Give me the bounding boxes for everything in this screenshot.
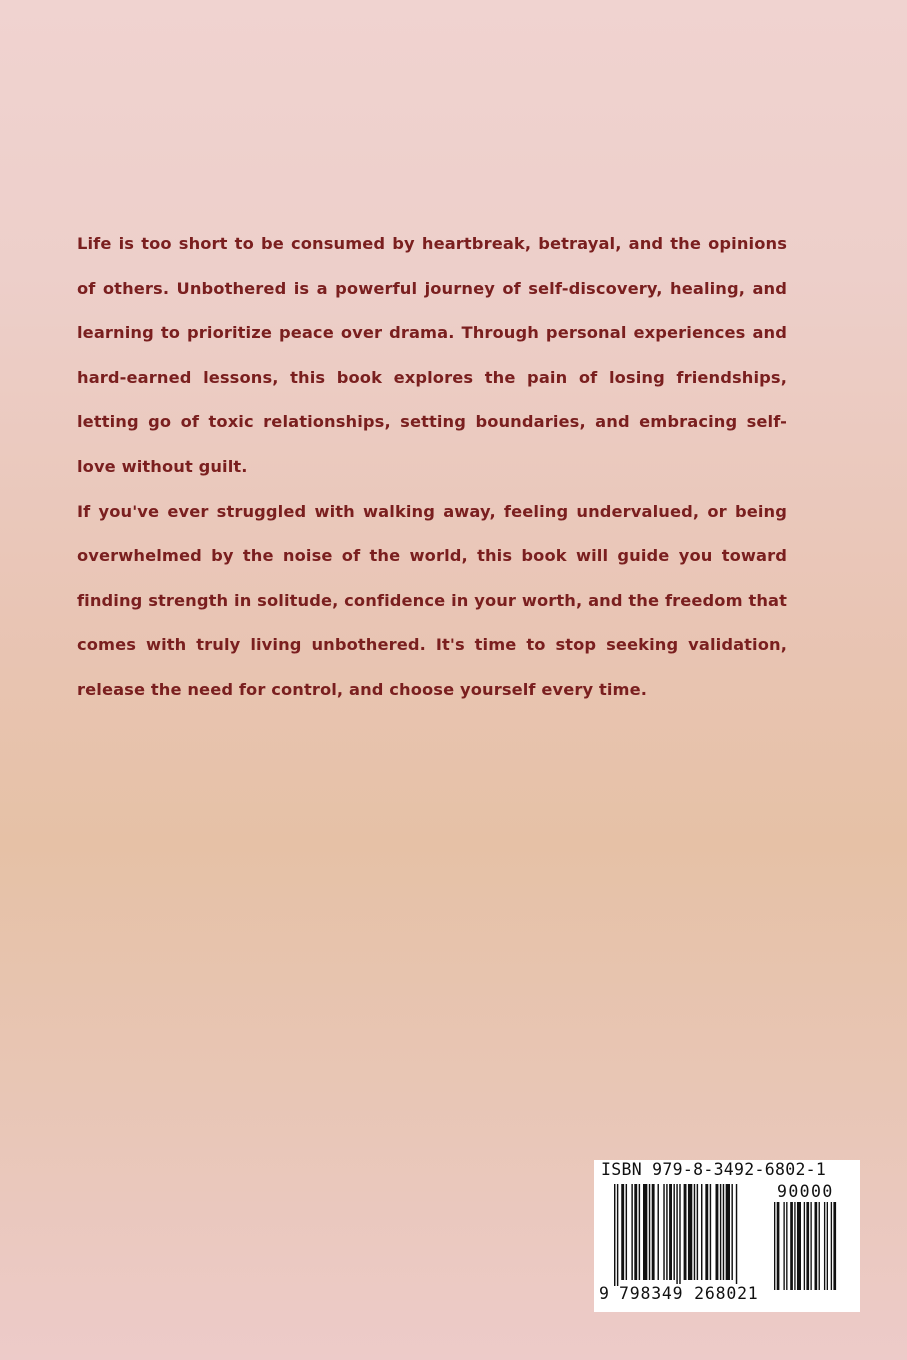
addon-bar [804,1202,805,1290]
addon-bar [819,1202,820,1290]
addon-bar [827,1202,828,1290]
barcode-bar [634,1184,637,1280]
barcode-bar [639,1184,640,1280]
addon-bar [774,1202,775,1290]
barcode-bar [701,1184,702,1280]
barcode-bar [710,1184,711,1280]
barcode-bar [694,1184,695,1280]
addon-bar [786,1202,787,1290]
barcode-bar [666,1184,667,1280]
barcode-bar [652,1184,655,1280]
barcode-bar [684,1184,687,1280]
addon-bar [824,1202,825,1290]
barcode-bar [736,1184,737,1286]
addon-bar [797,1202,801,1290]
barcode-bar [731,1184,732,1280]
isbn-barcode [594,1160,860,1312]
barcode-bar [631,1184,632,1280]
barcode-bar [720,1184,721,1280]
addon-bar [790,1202,793,1290]
barcode-bar [673,1184,674,1280]
barcode-bar [716,1184,719,1280]
barcode-lead-digit: 9 [599,1284,609,1303]
barcode-bar [676,1184,677,1286]
barcode-bar [626,1184,627,1280]
barcode-bar [617,1184,618,1286]
barcode-bar [697,1184,698,1280]
addon-bar [831,1202,832,1290]
addon-bar [783,1202,784,1290]
blurb-paragraph-1: Life is too short to be consumed by heartbreak, betrayal, and the opinions of others. Unbothered is a powerful journey of self-discovery, healing, and learning to prioritize peace over drama. Through personal experiences and hard-earned lessons, this book explores the pain of losing friendships, letting go of toxic relationships, setting boundaries, and embracing self-love without guilt. [77,234,787,476]
barcode-bar [621,1184,624,1280]
back-cover-blurb [77,222,787,713]
barcode-bar [658,1184,659,1280]
barcode-bar [649,1184,650,1280]
blurb-paragraph-2: If you've ever struggled with walking away, feeling undervalued, or being overwhelmed by the noise of the world, this book will guide you toward finding strength in solitude, confidence in your worth, and the freedom that comes with truly living unbothered. It's time to stop seeking validation, release the need for control, and choose yourself every time. [77,501,787,699]
addon-bar [815,1202,818,1290]
barcode-bar [705,1184,708,1280]
barcode-bar [614,1184,615,1286]
addon-bar [777,1202,780,1290]
price-addon-digits: 90000 [777,1182,834,1201]
addon-bar [833,1202,836,1290]
barcode-bar [663,1184,664,1280]
barcode-digits: 798349 268021 [619,1284,759,1303]
isbn-label: ISBN 979-8-3492-6802-1 [601,1160,827,1179]
addon-bar [810,1202,811,1290]
barcode-bar [723,1184,724,1280]
barcode-bar [679,1184,680,1286]
barcode-bar [726,1184,730,1280]
barcode-bar [643,1184,647,1280]
addon-bar [794,1202,795,1290]
barcode-bar [669,1184,672,1280]
addon-bar [806,1202,809,1290]
barcode-bar [688,1184,692,1280]
